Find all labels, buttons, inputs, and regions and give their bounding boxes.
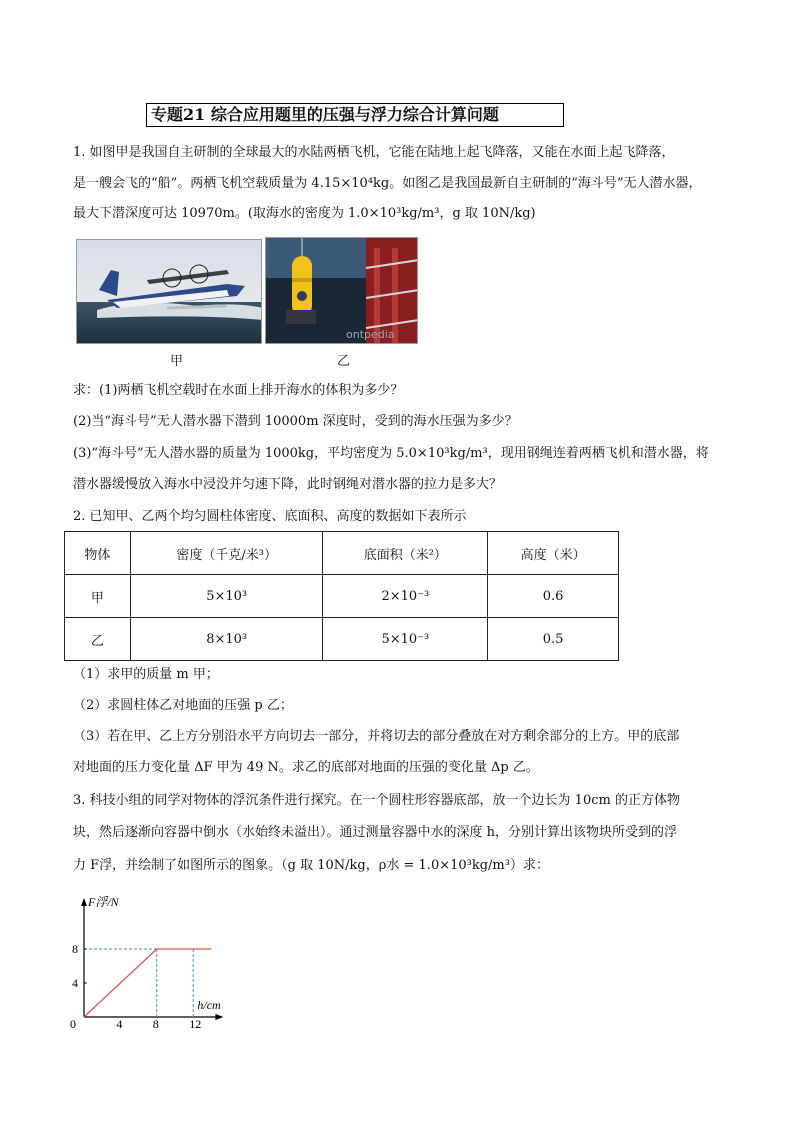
x-axis-label: h/cm [197,998,221,1012]
table-row [65,575,619,618]
q2-sub1: （1）求甲的质量 m 甲； [73,667,219,682]
q2-sub3-line2: 对地面的压力变化量 ΔF 甲为 49 N。求乙的底部对地面的压强的变化量 Δp 乙。 [73,760,539,775]
table-header: 物体 [65,532,131,575]
table-cell: 0.5 [488,618,619,661]
q2-intro: 2. 已知甲、乙两个均匀圆柱体密度、底面积、高度的数据如下表所示 [73,509,467,524]
y-axis-arrow [81,898,87,906]
q3-text-line2: 块，然后逐渐向容器中倒水（水始终未溢出）。通过测量容器中水的深度 h，分别计算出该物块所受到的浮 [73,825,678,840]
photo-watermark: ontpedia [346,328,395,341]
table-header: 底面积（米²） [323,532,488,575]
x-tick-label: 8 [152,1017,159,1030]
q1-sub3-line1: (3)“海斗号”无人潜水器的质量为 1000kg，平均密度为 5.0×10³kg/m³，现用钢绳连着两栖飞机和潜水器，将 [73,446,709,461]
table-header: 密度（千克/米³） [130,532,323,575]
q3-text-line3: 力 F浮，并绘制了如图所示的图象。（g 取 10N/kg，ρ水 = 1.0×10³kg/m³）求： [73,858,549,873]
caption-yi: 乙 [337,354,351,369]
table-cell: 5×10⁻³ [323,618,488,661]
q1-text-line1: 1. 如图甲是我国自主研制的全球最大的水陆两栖飞机，它能在陆地上起飞降落，又能在水面上起飞降落， [73,145,675,160]
q2-sub2: （2）求圆柱体乙对地面的压强 p 乙； [73,698,293,713]
q3-text-line1: 3. 科技小组的同学对物体的浮沉条件进行探究。在一个圆柱形容器底部，放一个边长为 10cm 的正方体物 [73,793,680,808]
x-tick-label: 4 [116,1017,123,1030]
q1-text-line2: 是一艘会飞的“船”。两栖飞机空载质量为 4.15×10⁴kg。如图乙是我国最新自主研制的“海斗号”无人潜水器， [73,176,702,191]
table-cell: 8×10³ [130,618,323,661]
y-axis-label: F浮/N [88,895,119,909]
submersible-photo [265,237,418,344]
table-cell: 2×10⁻³ [323,575,488,618]
table-row [65,618,619,661]
y-tick-label: 8 [72,942,78,956]
q1-sub1: 求：(1)两栖飞机空载时在水面上排开海水的体积为多少？ [73,383,404,398]
page-title: 专题21 综合应用题里的压强与浮力综合计算问题 [146,103,564,127]
table-header: 高度（米） [488,532,619,575]
table-header-row [65,532,619,575]
q1-sub2: (2)当“海斗号”无人潜水器下潜到 10000m 深度时，受到的海水压强为多少？ [73,414,518,429]
q1-text-line3: 最大下潜深度可达 10970m。(取海水的密度为 1.0×10³kg/m³，g 取 10N/kg) [73,206,536,221]
table-cell: 0.6 [488,575,619,618]
q2-sub3-line1: （3）若在甲、乙上方分别沿水平方向切去一部分，并将切去的部分叠放在对方剩余部分的上方。甲的底部 [73,729,680,744]
y-tick-label: 4 [72,976,78,990]
x-tick-label: 0 [70,1017,76,1030]
x-tick-label: 12 [189,1017,202,1030]
x-axis-arrow [215,1014,223,1020]
q1-sub3-line2: 潜水器缓慢放入海水中浸没并匀速下降，此时钢绳对潜水器的拉力是多大？ [73,477,503,492]
buoyancy-chart [60,890,260,1030]
table-cell: 5×10³ [130,575,323,618]
series-line [84,949,211,1017]
table-cell: 甲 [65,575,131,618]
data-table [64,531,619,661]
caption-jia: 甲 [170,354,184,369]
table-cell: 乙 [65,618,131,661]
amphibious-plane-photo [76,239,262,344]
